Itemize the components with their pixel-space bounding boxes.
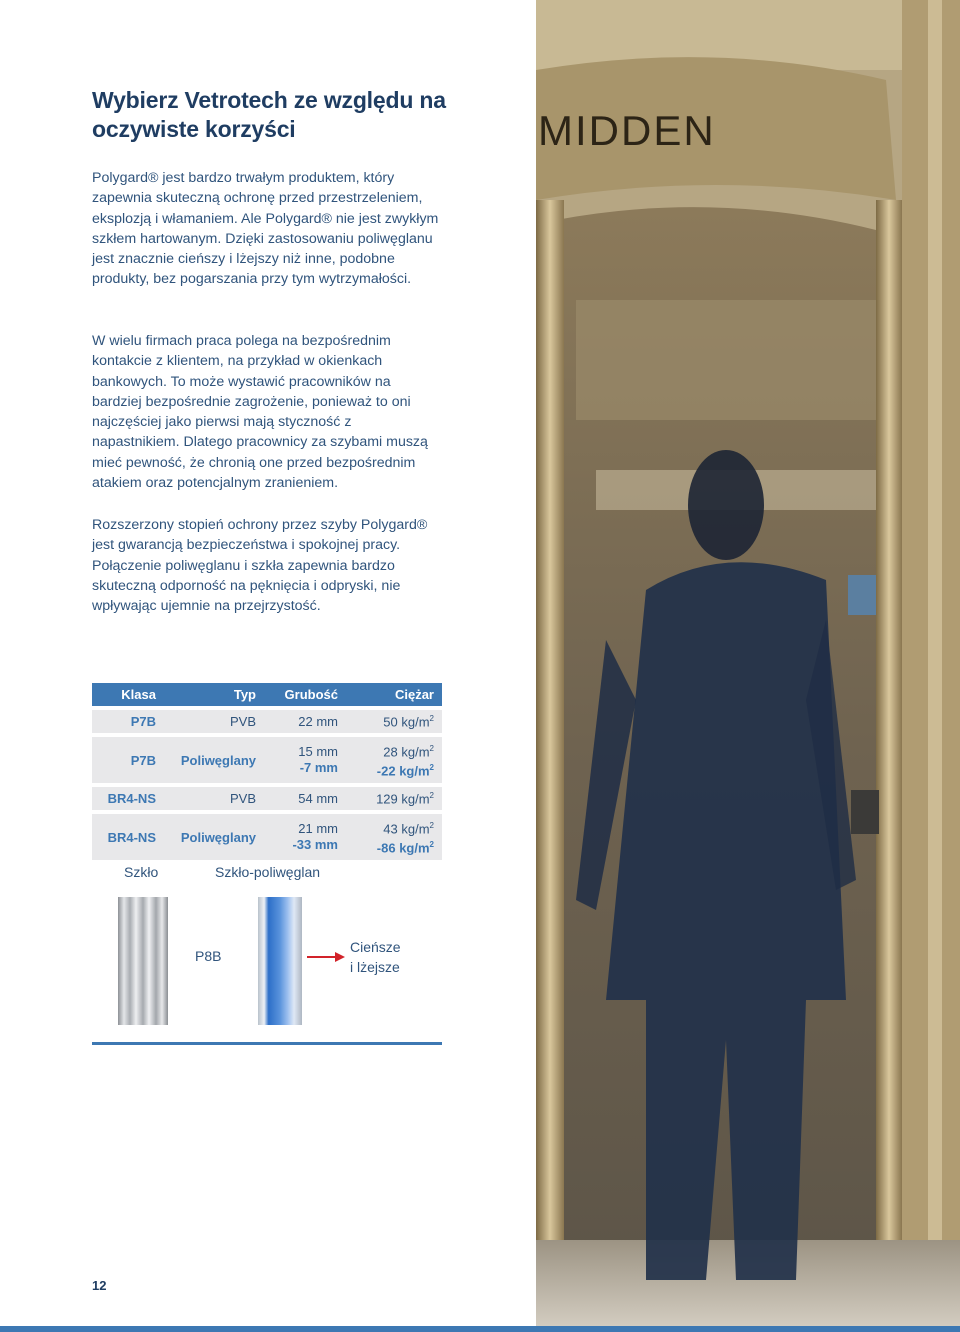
page-heading: Wybierz Vetrotech ze względu na oczywiste korzyści (92, 87, 446, 142)
building-sign-text: MIDDEN (538, 107, 716, 154)
weight-difference: -22 $kg/m^2$ (376, 763, 434, 779)
cell-grubosc: 15 mm -7 mm (264, 737, 346, 783)
table-row (92, 710, 442, 733)
cell-ciezar: 129 $kg/m^2$ (346, 787, 442, 810)
cell-typ: PVB (164, 710, 264, 733)
header-ciezar: Ciężar (346, 683, 442, 706)
bottom-accent-bar (0, 1326, 960, 1332)
cell-klasa: P7B (92, 737, 164, 783)
arrow-right-icon (307, 950, 345, 964)
table-row (92, 737, 442, 783)
glass-polycarbonate-sample-image (258, 897, 302, 1025)
cell-ciezar: 28 $kg/m^2$ -22 $kg/m^2$ (346, 737, 442, 783)
label-class-p8b: P8B (195, 948, 222, 964)
divider-line (92, 1042, 442, 1045)
table-header-row (92, 683, 442, 706)
label-glass-polycarbonate: Szkło-poliwęglan (215, 864, 321, 880)
table-row (92, 787, 442, 810)
table-row (92, 814, 442, 860)
cell-ciezar: 50 $kg/m^2$ (346, 710, 442, 733)
cell-typ: Poliwęglany (164, 737, 264, 783)
revolving-door-photo (536, 0, 960, 1332)
cell-typ: Poliwęglany (164, 814, 264, 860)
cell-klasa: P7B (92, 710, 164, 733)
weight-difference: -86 $kg/m^2$ (376, 840, 434, 856)
glass-sample-image (118, 897, 168, 1025)
paragraph-1: Polygard® jest bardzo trwałym produktem, który zapewnia skuteczną ochronę przed przestrzeleniem, eksplozją i włamaniem. Ale Polygard® nie jest zwykłym szkłem hartowanym. Dzięki zastosowaniu poliwęglanu jest znacznie cieńszy i lżejszy niż inne, podobne produkty, bez pogarszania przy tym wytrzymałości. (92, 170, 439, 288)
thickness-difference: -33 mm (292, 837, 338, 852)
specification-table (92, 683, 442, 860)
cell-typ: PVB (164, 787, 264, 810)
paragraph-2: W wielu firmach praca polega na bezpośrednim kontakcie z klientem, na przykład w okienkach bankowych. To może wystawić pracowników na bardziej bezpośrednie zagrożenie, ponieważ to oni najczęściej jako pierwsi mają styczność z napastnikiem. Dlatego pracownicy za szybami muszą mieć pewność, że chronią one przed bezpośrednim atakiem oraz potencjalnym zranieniem. (92, 333, 428, 492)
cell-klasa: BR4-NS (92, 787, 164, 810)
header-klasa: Klasa (92, 683, 164, 706)
cell-grubosc: 21 mm -33 mm (264, 814, 346, 860)
cell-ciezar: 43 $kg/m^2$ -86 $kg/m^2$ (346, 814, 442, 860)
result-label: Cieńsze i lżejsze (350, 939, 401, 975)
paragraph-3: Rozszerzony stopień ochrony przez szyby Polygard® jest gwarancją bezpieczeństwa i spokojnej pracy. Połączenie poliwęglanu i szkła zapewnia bardzo skuteczną odporność na pęknięcia i odpryski, nie wpływając ujemnie na przejrzystość. (92, 517, 428, 615)
cell-klasa: BR4-NS (92, 814, 164, 860)
label-glass: Szkło (124, 864, 159, 880)
page-number: 12 (92, 1278, 107, 1293)
cell-grubosc: 54 mm (264, 787, 346, 810)
header-typ: Typ (164, 683, 264, 706)
thickness-difference: -7 mm (299, 760, 338, 775)
header-grubosc: Grubość (264, 683, 346, 706)
cell-grubosc: 22 mm (264, 710, 346, 733)
